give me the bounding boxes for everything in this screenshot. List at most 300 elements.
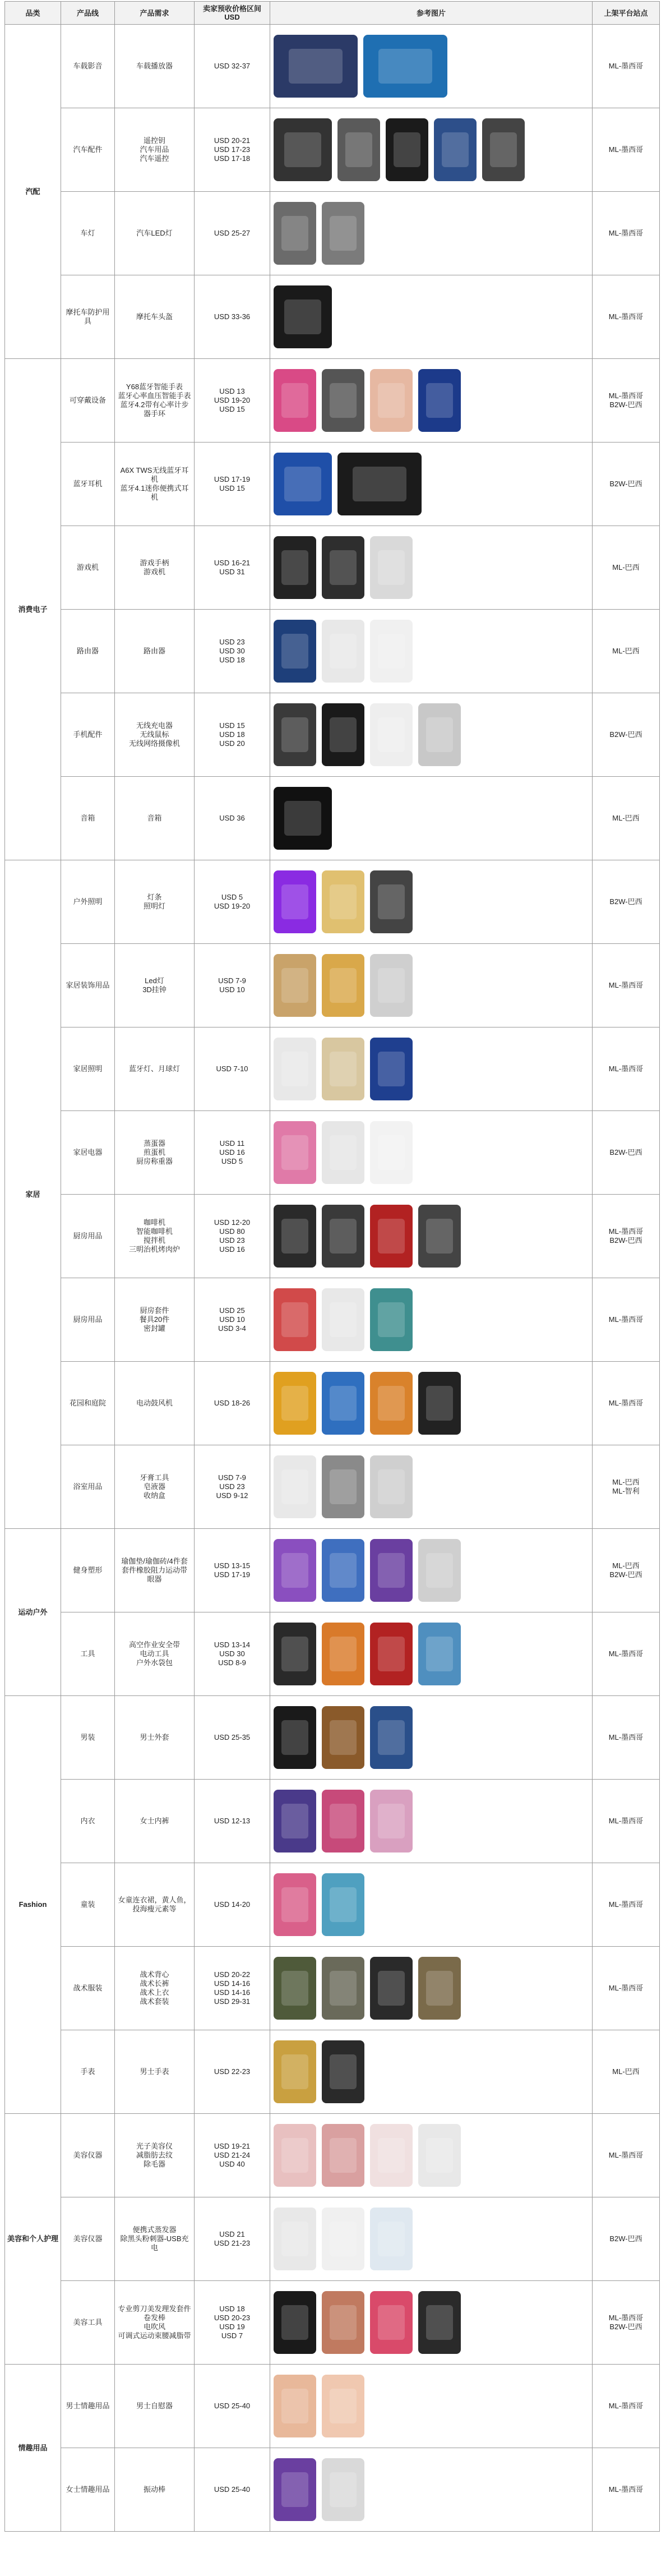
reference-images-cell — [270, 1027, 593, 1111]
table-row — [5, 1612, 660, 1696]
product-image — [322, 1288, 364, 1351]
product-requirement-cell: 无线充电器 无线鼠标 无线网络摄像机 — [115, 693, 195, 777]
product-requirement-cell: 战术背心 战术长裤 战术上衣 战术套装 — [115, 1947, 195, 2030]
product-image — [322, 536, 364, 599]
price-range-cell: USD 12-13 — [195, 1780, 270, 1863]
product-image-group — [274, 1615, 589, 1693]
table-row — [5, 1445, 660, 1529]
product-requirement-cell: 音箱 — [115, 777, 195, 860]
price-range-cell: USD 14-20 — [195, 1863, 270, 1947]
product-image — [370, 620, 413, 683]
product-line-cell: 美容仪器 — [61, 2197, 115, 2281]
platform-cell: ML-巴西 — [593, 610, 660, 693]
platform-cell: ML-墨西哥 — [593, 1612, 660, 1696]
product-image — [418, 2124, 461, 2187]
product-requirement-cell: 灯条 照明灯 — [115, 860, 195, 944]
platform-cell: ML-墨西哥 — [593, 108, 660, 192]
product-image — [322, 2375, 364, 2437]
table-row — [5, 1195, 660, 1278]
category-cell: 美容和个人护理 — [5, 2114, 61, 2365]
reference-images-cell — [270, 860, 593, 944]
platform-cell: ML-墨西哥 — [593, 2365, 660, 2448]
product-image — [274, 1790, 316, 1852]
price-range-cell: USD 20-22 USD 14-16 USD 14-16 USD 29-31 — [195, 1947, 270, 2030]
product-image — [386, 118, 428, 181]
product-image — [274, 35, 358, 98]
product-requirement-cell: 光子美容仪 减脂肪去纹 除毛器 — [115, 2114, 195, 2197]
table-row — [5, 275, 660, 359]
product-image-group — [274, 529, 589, 606]
table-row — [5, 1111, 660, 1195]
platform-cell: ML-巴西 ML-智利 — [593, 1445, 660, 1529]
reference-images-cell — [270, 1529, 593, 1612]
product-line-cell: 车灯 — [61, 192, 115, 275]
product-line-cell: 手表 — [61, 2030, 115, 2114]
product-image-group — [274, 1448, 589, 1526]
reference-images-cell — [270, 1863, 593, 1947]
table-row — [5, 1780, 660, 1863]
product-image — [370, 1038, 413, 1100]
table-row — [5, 2448, 660, 2532]
product-requirement-cell: 游戏手柄 游戏机 — [115, 526, 195, 610]
platform-cell: ML-墨西哥 B2W-巴西 — [593, 359, 660, 443]
table-row — [5, 2114, 660, 2197]
price-range-cell: USD 13-15 USD 17-19 — [195, 1529, 270, 1612]
price-range-cell: USD 7-9 USD 10 — [195, 944, 270, 1027]
product-image-group — [274, 1114, 589, 1191]
product-requirement-cell: 电动鼓风机 — [115, 1362, 195, 1445]
product-image — [274, 1288, 316, 1351]
product-line-cell: 蓝牙耳机 — [61, 443, 115, 526]
table-row — [5, 1362, 660, 1445]
product-image-group — [274, 27, 589, 105]
product-line-cell: 男士情趣用品 — [61, 2365, 115, 2448]
product-image — [322, 620, 364, 683]
product-image — [370, 1957, 413, 2020]
table-row — [5, 192, 660, 275]
product-image — [274, 954, 316, 1017]
product-requirement-cell: 瑜伽垫/瑜伽砖/4件套 套件橡胶阻力运动带 眼器 — [115, 1529, 195, 1612]
table-row — [5, 610, 660, 693]
product-image — [322, 870, 364, 933]
price-range-cell: USD 33-36 — [195, 275, 270, 359]
product-image — [370, 1706, 413, 1769]
header-category: 品类 — [5, 2, 61, 25]
product-line-cell: 内衣 — [61, 1780, 115, 1863]
platform-cell: ML-墨西哥 — [593, 25, 660, 108]
price-range-cell: USD 23 USD 30 USD 18 — [195, 610, 270, 693]
product-image — [274, 1873, 316, 1936]
price-range-cell: USD 17-19 USD 15 — [195, 443, 270, 526]
product-line-cell: 工具 — [61, 1612, 115, 1696]
product-image — [370, 1539, 413, 1602]
product-image — [418, 703, 461, 766]
reference-images-cell — [270, 25, 593, 108]
product-image-group — [274, 947, 589, 1024]
product-image-group — [274, 1197, 589, 1275]
platform-cell: ML-巴西 — [593, 777, 660, 860]
product-image-group — [274, 863, 589, 941]
product-image-group — [274, 696, 589, 773]
product-image — [370, 2208, 413, 2270]
product-image — [418, 369, 461, 432]
price-range-cell: USD 25-27 — [195, 192, 270, 275]
product-image — [363, 35, 447, 98]
table-row — [5, 25, 660, 108]
product-image — [274, 787, 332, 850]
reference-images-cell — [270, 2365, 593, 2448]
product-requirement-cell: 专业剪刀美发理发套件 卷发棒 电吹风 可调式运动束腰减脂带 — [115, 2281, 195, 2365]
product-requirement-cell: 女士内裤 — [115, 1780, 195, 1863]
product-line-cell: 手机配件 — [61, 693, 115, 777]
platform-cell: ML-墨西哥 — [593, 1696, 660, 1780]
product-image — [434, 118, 477, 181]
product-image — [370, 1205, 413, 1268]
table-row — [5, 359, 660, 443]
product-image — [274, 369, 316, 432]
product-image — [370, 1790, 413, 1852]
product-line-cell: 浴室用品 — [61, 1445, 115, 1529]
product-line-cell: 厨房用品 — [61, 1278, 115, 1362]
price-range-cell: USD 7-10 — [195, 1027, 270, 1111]
product-image — [274, 620, 316, 683]
price-range-cell: USD 25-40 — [195, 2448, 270, 2532]
reference-images-cell — [270, 1111, 593, 1195]
platform-cell: ML-墨西哥 B2W-巴西 — [593, 2281, 660, 2365]
product-line-cell: 厨房用品 — [61, 1195, 115, 1278]
product-image — [322, 1957, 364, 2020]
product-image — [370, 1623, 413, 1685]
product-image — [274, 453, 332, 515]
reference-images-cell — [270, 2197, 593, 2281]
reference-images-cell — [270, 693, 593, 777]
table-row — [5, 693, 660, 777]
product-image-group — [274, 780, 589, 857]
product-image-group — [274, 2367, 589, 2445]
table-row — [5, 108, 660, 192]
product-line-cell: 摩托车防护用具 — [61, 275, 115, 359]
product-requirement-cell: 女童连衣裙，黄人鱼，投海瘦元素等 — [115, 1863, 195, 1947]
table-row — [5, 526, 660, 610]
price-range-cell: USD 18 USD 20-23 USD 19 USD 7 — [195, 2281, 270, 2365]
table-row — [5, 1696, 660, 1780]
product-requirement-cell: 汽车LED灯 — [115, 192, 195, 275]
platform-cell: ML-墨西哥 — [593, 192, 660, 275]
product-image — [337, 118, 380, 181]
product-image — [274, 2208, 316, 2270]
reference-images-cell — [270, 2030, 593, 2114]
product-image — [370, 2124, 413, 2187]
product-image — [370, 1121, 413, 1184]
platform-cell: ML-巴西 — [593, 526, 660, 610]
product-requirement-cell: 蒸蛋器 煎蛋机 厨房称重器 — [115, 1111, 195, 1195]
product-image-group — [274, 1532, 589, 1609]
product-image — [370, 2291, 413, 2354]
product-image — [322, 1205, 364, 1268]
product-line-cell: 家居照明 — [61, 1027, 115, 1111]
product-image — [274, 2040, 316, 2103]
product-requirement-cell: 便携式蒸发器 除黑头粉刺器-USB充电 — [115, 2197, 195, 2281]
product-line-cell: 花园和庭院 — [61, 1362, 115, 1445]
product-image — [274, 536, 316, 599]
table-row — [5, 1529, 660, 1612]
product-image — [418, 2291, 461, 2354]
product-table — [4, 1, 660, 2532]
product-requirement-cell: 男士手表 — [115, 2030, 195, 2114]
product-image-group — [274, 111, 589, 188]
platform-cell: ML-巴西 — [593, 2030, 660, 2114]
reference-images-cell — [270, 192, 593, 275]
product-image — [322, 369, 364, 432]
product-image — [274, 1455, 316, 1518]
product-image — [274, 1539, 316, 1602]
product-image-group — [274, 1699, 589, 1776]
product-line-cell: 战术服装 — [61, 1947, 115, 2030]
product-image — [322, 1539, 364, 1602]
product-image — [322, 954, 364, 1017]
product-requirement-cell: 牙膏工具 皂液器 收纳盒 — [115, 1445, 195, 1529]
reference-images-cell — [270, 1362, 593, 1445]
price-range-cell: USD 15 USD 18 USD 20 — [195, 693, 270, 777]
reference-images-cell — [270, 1780, 593, 1863]
table-row — [5, 860, 660, 944]
table-row — [5, 1278, 660, 1362]
platform-cell: ML-墨西哥 — [593, 1027, 660, 1111]
platform-cell: ML-墨西哥 — [593, 2448, 660, 2532]
product-image — [322, 1790, 364, 1852]
platform-cell: B2W-巴西 — [593, 2197, 660, 2281]
price-range-cell: USD 18-26 — [195, 1362, 270, 1445]
product-image-group — [274, 2117, 589, 2194]
table-row — [5, 777, 660, 860]
reference-images-cell — [270, 2114, 593, 2197]
product-image — [322, 1873, 364, 1936]
product-image — [274, 703, 316, 766]
reference-images-cell — [270, 108, 593, 192]
product-image — [274, 285, 332, 348]
product-image — [274, 2375, 316, 2437]
product-image — [370, 1372, 413, 1435]
product-image — [337, 453, 422, 515]
product-image — [370, 703, 413, 766]
product-image — [370, 954, 413, 1017]
product-image — [322, 1038, 364, 1100]
product-image — [274, 2291, 316, 2354]
price-range-cell: USD 16-21 USD 31 — [195, 526, 270, 610]
product-image — [370, 369, 413, 432]
category-cell: 消费电子 — [5, 359, 61, 860]
product-image-group — [274, 612, 589, 690]
reference-images-cell — [270, 610, 593, 693]
reference-images-cell — [270, 443, 593, 526]
reference-images-cell — [270, 526, 593, 610]
reference-images-cell — [270, 1696, 593, 1780]
product-line-cell: 音箱 — [61, 777, 115, 860]
product-image — [370, 870, 413, 933]
product-image — [322, 2291, 364, 2354]
price-range-cell: USD 21 USD 21-23 — [195, 2197, 270, 2281]
product-image — [274, 2124, 316, 2187]
product-image-group — [274, 278, 589, 356]
platform-cell: ML-墨西哥 — [593, 1947, 660, 2030]
product-image-group — [274, 195, 589, 272]
product-line-cell: 游戏机 — [61, 526, 115, 610]
category-cell: Fashion — [5, 1696, 61, 2114]
product-image — [418, 1372, 461, 1435]
product-requirement-cell: 咖啡机 智能咖啡机 搅拌机 三明治机烤肉炉 — [115, 1195, 195, 1278]
product-requirement-cell: 遥控钥 汽车用品 汽车遥控 — [115, 108, 195, 192]
product-requirement-cell: A6X TWS无线蓝牙耳机 蓝牙4.1迷你便携式耳机 — [115, 443, 195, 526]
platform-cell: B2W-巴西 — [593, 1111, 660, 1195]
price-range-cell: USD 11 USD 16 USD 5 — [195, 1111, 270, 1195]
product-requirement-cell: 厨房套件 餐具20件 密封罐 — [115, 1278, 195, 1362]
product-image-group — [274, 1950, 589, 2027]
header-reference-images: 参考图片 — [270, 2, 593, 25]
table-row — [5, 1863, 660, 1947]
product-image — [274, 1372, 316, 1435]
product-line-cell: 路由器 — [61, 610, 115, 693]
product-image — [418, 1623, 461, 1685]
product-line-cell: 车载影音 — [61, 25, 115, 108]
product-image-group — [274, 2200, 589, 2278]
table-row — [5, 1027, 660, 1111]
product-image — [322, 1121, 364, 1184]
product-line-cell: 童装 — [61, 1863, 115, 1947]
product-line-cell: 家居电器 — [61, 1111, 115, 1195]
product-line-cell: 女士情趣用品 — [61, 2448, 115, 2532]
product-image — [274, 1121, 316, 1184]
product-image — [322, 2458, 364, 2521]
product-image — [322, 1623, 364, 1685]
platform-cell: B2W-巴西 — [593, 860, 660, 944]
price-range-cell: USD 22-23 — [195, 2030, 270, 2114]
product-image-group — [274, 1281, 589, 1358]
platform-cell: B2W-巴西 — [593, 443, 660, 526]
product-image — [274, 870, 316, 933]
product-image — [370, 1455, 413, 1518]
product-image — [274, 1623, 316, 1685]
platform-cell: ML-巴西 B2W-巴西 — [593, 1529, 660, 1612]
table-row — [5, 944, 660, 1027]
product-image — [322, 2040, 364, 2103]
product-image-group — [274, 2284, 589, 2361]
category-cell: 运动户外 — [5, 1529, 61, 1696]
product-line-cell: 健身塑形 — [61, 1529, 115, 1612]
product-image — [274, 1205, 316, 1268]
price-range-cell: USD 5 USD 19-20 — [195, 860, 270, 944]
platform-cell: ML-墨西哥 — [593, 275, 660, 359]
price-range-cell: USD 20-21 USD 17-23 USD 17-18 — [195, 108, 270, 192]
reference-images-cell — [270, 1612, 593, 1696]
product-image — [322, 703, 364, 766]
product-image — [274, 1706, 316, 1769]
product-image-group — [274, 445, 589, 523]
table-row — [5, 2365, 660, 2448]
product-image — [274, 1957, 316, 2020]
product-image — [370, 536, 413, 599]
product-image — [322, 2124, 364, 2187]
category-cell: 汽配 — [5, 25, 61, 359]
price-range-cell: USD 25-35 — [195, 1696, 270, 1780]
price-range-cell: USD 19-21 USD 21-24 USD 40 — [195, 2114, 270, 2197]
product-image-group — [274, 1866, 589, 1943]
product-requirement-cell: 男士自慰器 — [115, 2365, 195, 2448]
price-range-cell: USD 25-40 — [195, 2365, 270, 2448]
product-requirement-cell: Y68蓝牙智能手表 蓝牙心率血压智能手表 蓝牙4.2带有心率计步器手环 — [115, 359, 195, 443]
product-image-group — [274, 1782, 589, 1860]
reference-images-cell — [270, 2281, 593, 2365]
header-platform: 上架平台站点 — [593, 2, 660, 25]
platform-cell: ML-墨西哥 — [593, 944, 660, 1027]
reference-images-cell — [270, 1947, 593, 2030]
product-requirement-cell: 车载播放器 — [115, 25, 195, 108]
price-range-cell: USD 36 — [195, 777, 270, 860]
product-image — [418, 1539, 461, 1602]
reference-images-cell — [270, 944, 593, 1027]
product-image-group — [274, 2033, 589, 2110]
platform-cell: ML-墨西哥 — [593, 1863, 660, 1947]
category-cell: 情趣用品 — [5, 2365, 61, 2532]
reference-images-cell — [270, 1278, 593, 1362]
reference-images-cell — [270, 359, 593, 443]
product-image — [274, 2458, 316, 2521]
product-requirement-cell: 振动棒 — [115, 2448, 195, 2532]
price-range-cell: USD 32-37 — [195, 25, 270, 108]
product-image-group — [274, 362, 589, 439]
platform-cell: B2W-巴西 — [593, 693, 660, 777]
reference-images-cell — [270, 1445, 593, 1529]
product-requirement-cell: 男士外套 — [115, 1696, 195, 1780]
platform-cell: ML-墨西哥 — [593, 2114, 660, 2197]
product-image — [274, 202, 316, 265]
product-image — [322, 1455, 364, 1518]
header-product-requirement: 产品需求 — [115, 2, 195, 25]
price-range-cell: USD 12-20 USD 80 USD 23 USD 16 — [195, 1195, 270, 1278]
platform-cell: ML-墨西哥 — [593, 1362, 660, 1445]
product-image — [370, 1288, 413, 1351]
product-image-group — [274, 1365, 589, 1442]
product-line-cell: 户外照明 — [61, 860, 115, 944]
platform-cell: ML-墨西哥 — [593, 1780, 660, 1863]
reference-images-cell — [270, 2448, 593, 2532]
product-requirement-cell: 蓝牙灯、月球灯 — [115, 1027, 195, 1111]
product-requirement-cell: 高空作业安全带 电动工具 户外水袋包 — [115, 1612, 195, 1696]
product-line-cell: 可穿戴设备 — [61, 359, 115, 443]
product-requirement-cell: 摩托车头盔 — [115, 275, 195, 359]
header-price-range: 卖家预收价格区间 USD — [195, 2, 270, 25]
price-range-cell: USD 13 USD 19-20 USD 15 — [195, 359, 270, 443]
product-line-cell: 美容工具 — [61, 2281, 115, 2365]
header-row — [5, 2, 660, 25]
reference-images-cell — [270, 777, 593, 860]
product-image — [418, 1957, 461, 2020]
product-image — [418, 1205, 461, 1268]
product-image — [274, 118, 332, 181]
category-cell: 家居 — [5, 860, 61, 1529]
product-requirement-cell: 路由器 — [115, 610, 195, 693]
product-line-cell: 家居装饰用品 — [61, 944, 115, 1027]
price-range-cell: USD 7-9 USD 23 USD 9-12 — [195, 1445, 270, 1529]
product-image — [322, 1372, 364, 1435]
product-image — [482, 118, 525, 181]
platform-cell: ML-墨西哥 B2W-巴西 — [593, 1195, 660, 1278]
header-product-line: 产品线 — [61, 2, 115, 25]
reference-images-cell — [270, 1195, 593, 1278]
product-line-cell: 男装 — [61, 1696, 115, 1780]
product-image — [322, 2208, 364, 2270]
product-image — [322, 202, 364, 265]
price-range-cell: USD 13-14 USD 30 USD 8-9 — [195, 1612, 270, 1696]
